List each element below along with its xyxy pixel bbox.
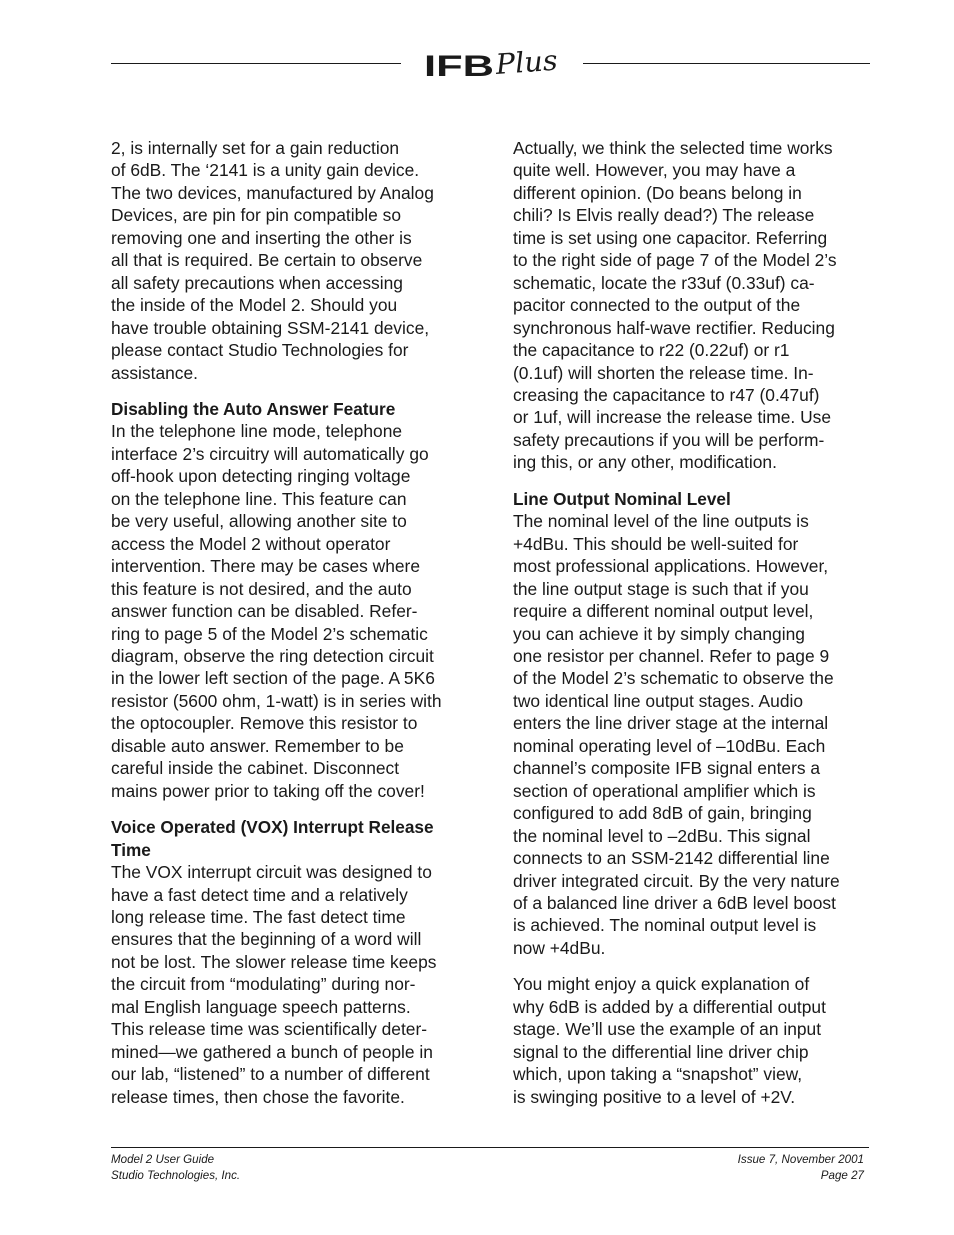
text-line: You might enjoy a quick explanation of [513, 974, 810, 995]
paragraph-line-output [513, 510, 875, 959]
text-line: you can achieve it by simply changing [513, 623, 805, 644]
header-rule-left [111, 63, 401, 64]
text-line: have a fast detect time and a relatively [111, 884, 408, 905]
text-line: careful inside the cabinet. Disconnect [111, 758, 400, 779]
text-line: of 6dB. The ‘2141 is a unity gain device. [111, 160, 420, 181]
text-line: intervention. There may be cases where [111, 556, 421, 577]
text-line: this feature is not desired, and the auto [111, 578, 412, 599]
text-line: time is set using one capacitor. Referring [513, 227, 828, 248]
text-line: The two devices, manufactured by Analog [111, 182, 434, 203]
left-column [111, 137, 473, 1122]
text-line: (0.1uf) will shorten the release time. In- [513, 362, 814, 383]
text-line: is achieved. The nominal output level is [513, 915, 817, 936]
footer-right [738, 1152, 864, 1183]
text-line: chili? Is Elvis really dead?) The release [513, 205, 815, 226]
header-rule-right [583, 63, 870, 64]
text-line: The nominal level of the line outputs is [513, 511, 809, 532]
heading-auto-answer [111, 398, 473, 420]
text-line: release times, then chose the favorite. [111, 1086, 405, 1107]
text-line: be very useful, allowing another site to [111, 511, 407, 532]
text-line: Line Output Nominal Level [513, 488, 731, 509]
text-line: quite well. However, you may have a [513, 160, 796, 181]
text-line: answer function can be disabled. Refer- [111, 601, 418, 622]
text-line: 2, is internally set for a gain reduction [111, 138, 400, 158]
text-line: the optocoupler. Remove this resistor to [111, 713, 418, 734]
text-line: most professional applications. However, [513, 556, 829, 577]
text-line: access the Model 2 without operator [111, 533, 391, 554]
text-line: on the telephone line. This feature can [111, 488, 407, 509]
text-line: channel’s composite IFB signal enters a [513, 758, 821, 779]
text-line: diagram, observe the ring detection circuit [111, 645, 434, 666]
text-line: In the telephone line mode, telephone [111, 421, 403, 442]
text-line: This release time was scientifically deter- [111, 1019, 428, 1040]
paragraph-gain-reduction [111, 137, 473, 384]
text-line: mal English language speech patterns. [111, 996, 411, 1017]
text-line: off-hook upon detecting ringing voltage [111, 466, 411, 487]
paragraph-6db-explanation [513, 973, 875, 1108]
text-line: why 6dB is added by a differential output [513, 996, 826, 1017]
heading-line-output [513, 488, 875, 510]
text-line: which, upon taking a “snapshot” view, [513, 1064, 803, 1085]
text-line: resistor (5600 ohm, 1-watt) is in series with [111, 690, 442, 711]
logo-ifb-text: IFB [424, 50, 494, 83]
text-line: the capacitance to r22 (0.22uf) or r1 [513, 340, 790, 361]
text-line: removing one and inserting the other is [111, 227, 412, 248]
text-line: of the Model 2’s schematic to observe the [513, 668, 834, 689]
footer-rule [111, 1147, 869, 1148]
footer-page-number: Page 27 [820, 1168, 864, 1182]
text-line: The VOX interrupt circuit was designed to [111, 862, 432, 883]
text-line: assistance. [111, 362, 198, 383]
paragraph-auto-answer [111, 420, 473, 802]
text-line: interface 2’s circuitry will automatically go [111, 443, 429, 464]
text-line: ing this, or any other, modification. [513, 452, 777, 473]
text-line: Voice Operated (VOX) Interrupt Release [111, 817, 434, 838]
text-line: schematic, locate the r33uf (0.33uf) ca- [513, 272, 815, 293]
text-line: now +4dBu. [513, 937, 606, 958]
text-line: Devices, are pin for pin compatible so [111, 205, 401, 226]
text-line: stage. We’ll use the example of an input [513, 1019, 822, 1040]
footer-left [111, 1152, 240, 1183]
text-line: ring to page 5 of the Model 2’s schematic [111, 623, 428, 644]
right-column [513, 137, 875, 1122]
text-line: of a balanced line driver a 6dB level boost [513, 892, 836, 913]
text-line: is swinging positive to a level of +2V. [513, 1086, 796, 1107]
footer-company: Studio Technologies, Inc. [111, 1168, 241, 1182]
text-line: enters the line driver stage at the internal [513, 713, 829, 734]
text-line: all that is required. Be certain to observe [111, 250, 423, 271]
text-line: ensures that the beginning of a word will [111, 929, 422, 950]
text-line: have trouble obtaining SSM-2141 device, [111, 317, 430, 338]
text-line: our lab, “listened” to a number of different [111, 1064, 430, 1085]
text-line: not be lost. The slower release time keeps [111, 951, 437, 972]
text-line: creasing the capacitance to r47 (0.47uf) [513, 384, 820, 405]
paragraph-release-time [513, 137, 875, 474]
text-line: two identical line output stages. Audio [513, 690, 804, 711]
paragraph-vox-release [111, 861, 473, 1108]
text-line: the inside of the Model 2. Should you [111, 295, 398, 316]
text-line: nominal operating level of –10dBu. Each [513, 735, 826, 756]
text-line: mains power prior to taking off the cover! [111, 780, 425, 801]
text-line: one resistor per channel. Refer to page 9 [513, 645, 830, 666]
heading-vox-release [111, 816, 473, 861]
text-line: signal to the differential line driver chip [513, 1041, 809, 1062]
text-line: section of operational amplifier which is [513, 780, 816, 801]
text-line: the line output stage is such that if you [513, 578, 809, 599]
text-line: long release time. The fast detect time [111, 906, 406, 927]
text-line: safety precautions if you will be perform- [513, 429, 825, 450]
text-line: require a different nominal output level, [513, 601, 814, 622]
text-line: in the lower left section of the page. A 5K6 [111, 668, 435, 689]
text-line: the nominal level to –2dBu. This signal [513, 825, 811, 846]
text-line: Actually, we think the selected time works [513, 138, 833, 158]
text-line: synchronous half-wave rectifier. Reducing [513, 317, 835, 338]
text-line: to the right side of page 7 of the Model 2’s [513, 250, 837, 271]
ifb-plus-logo [424, 38, 564, 86]
text-line: configured to add 8dB of gain, bringing [513, 803, 812, 824]
text-line: disable auto answer. Remember to be [111, 735, 404, 756]
text-line: connects to an SSM-2142 differential line [513, 848, 830, 869]
text-line: +4dBu. This should be well-suited for [513, 533, 799, 554]
footer-guide-title: Model 2 User Guide [111, 1153, 215, 1166]
text-line: please contact Studio Technologies for [111, 340, 409, 361]
text-line: or 1uf, will increase the release time. Use [513, 407, 831, 428]
text-line: mined—we gathered a bunch of people in [111, 1041, 433, 1062]
text-line: all safety precautions when accessing [111, 272, 403, 293]
text-line: pacitor connected to the output of the [513, 295, 801, 316]
text-line: Time [111, 839, 151, 860]
text-line: driver integrated circuit. By the very nature [513, 870, 840, 891]
text-line: the circuit from “modulating” during nor- [111, 974, 416, 995]
text-line: different opinion. (Do beans belong in [513, 182, 802, 203]
logo-plus-text: Plus [494, 43, 557, 81]
footer-issue: Issue 7, November 2001 [737, 1153, 864, 1166]
text-line: Disabling the Auto Answer Feature [111, 398, 396, 419]
